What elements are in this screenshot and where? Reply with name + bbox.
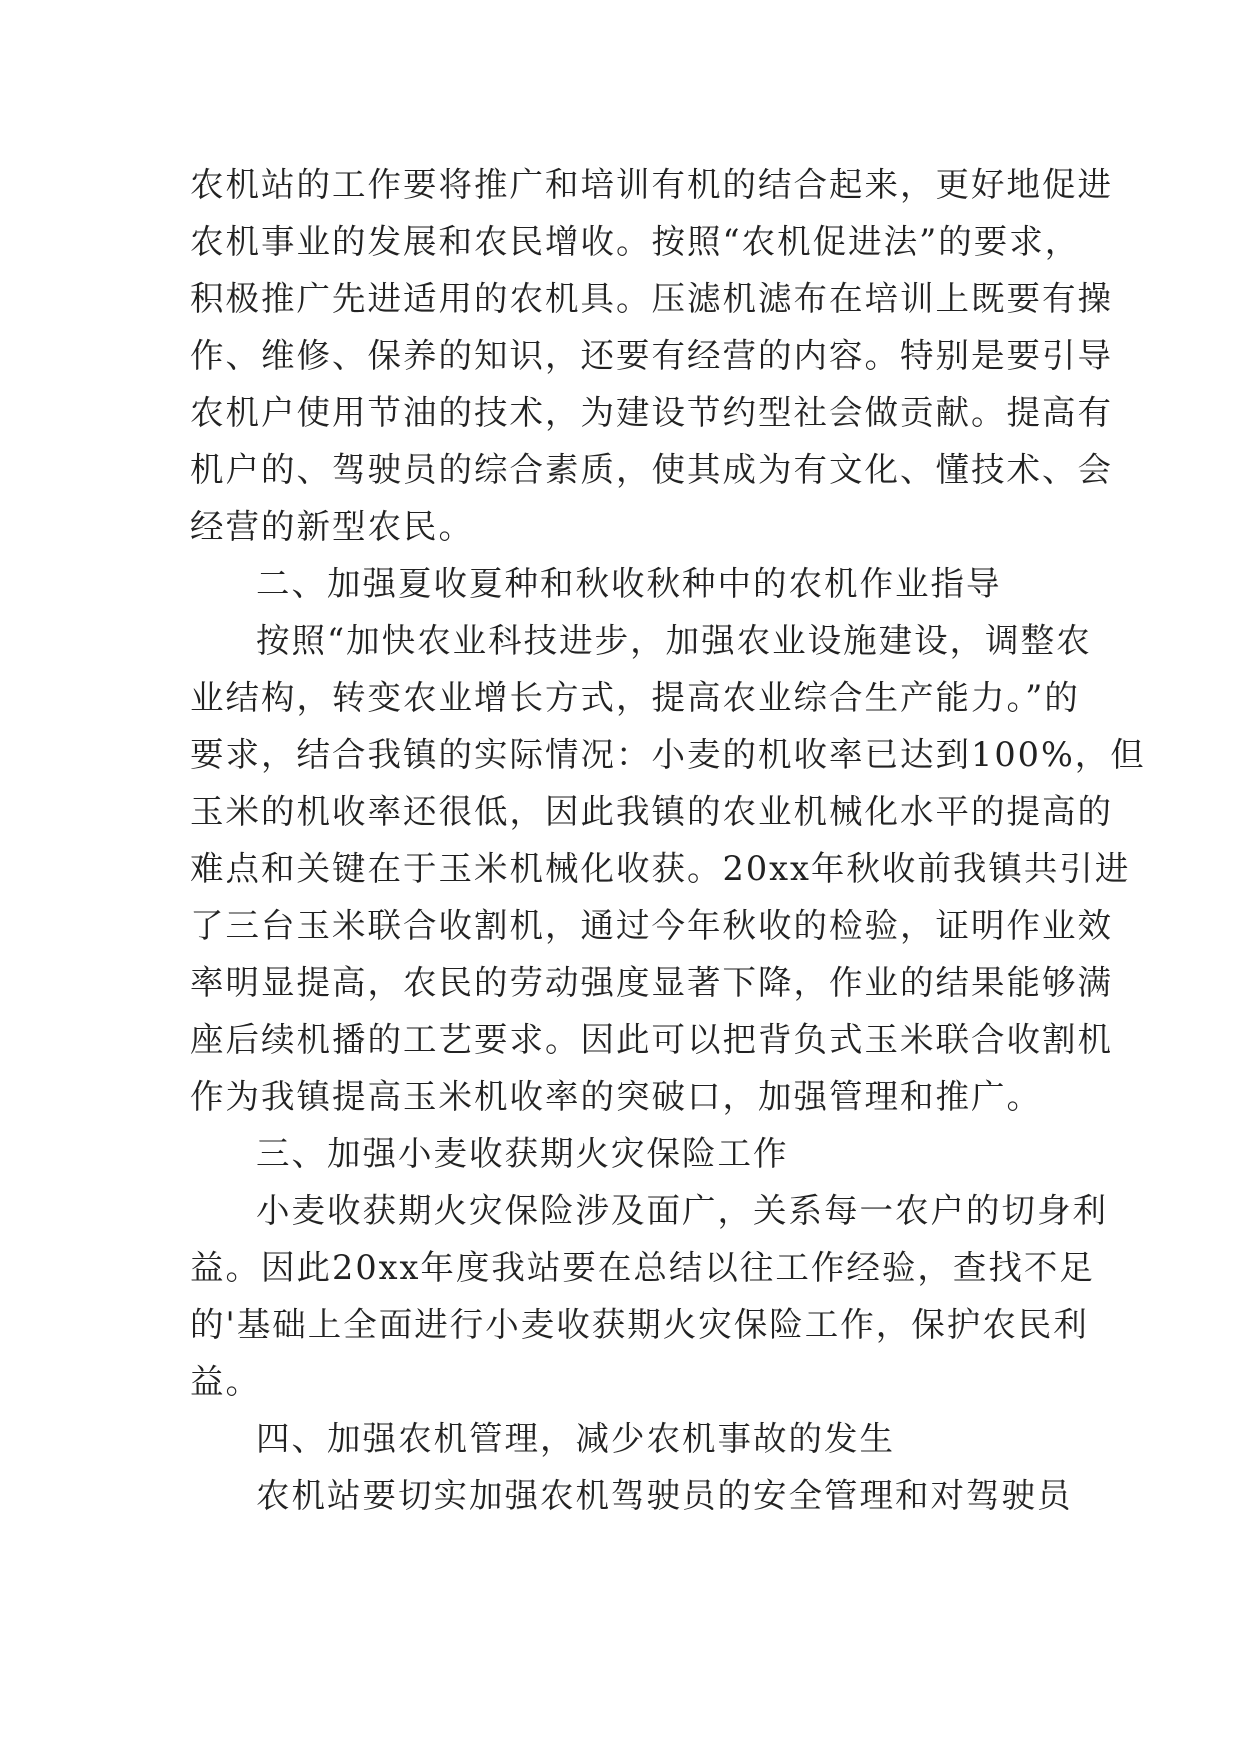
body-text-line: 农机站要切实加强农机驾驶员的安全管理和对驾驶员 <box>256 1476 1073 1515</box>
body-text-line: 率明显提高，农民的劳动强度显著下降，作业的结果能够满 <box>190 963 1113 1002</box>
body-text-line: 小麦收获期火灾保险涉及面广，关系每一农户的切身利 <box>256 1191 1108 1230</box>
section-heading: 二、加强夏收夏种和秋收秋种中的农机作业指导 <box>256 564 1002 603</box>
body-text-line: 座后续机播的工艺要求。因此可以把背负式玉米联合收割机 <box>190 1020 1113 1059</box>
body-text-line: 益。因此20xx年度我站要在总结以往工作经验，查找不足 <box>190 1248 1095 1287</box>
body-text-line: 作、维修、保养的知识，还要有经营的内容。特别是要引导 <box>190 336 1113 375</box>
body-text-line: 玉米的机收率还很低，因此我镇的农业机械化水平的提高的 <box>190 792 1113 831</box>
body-text-line: 了三台玉米联合收割机，通过今年秋收的检验，证明作业效 <box>190 906 1113 945</box>
body-text-line: 农机站的工作要将推广和培训有机的结合起来，更好地促进 <box>190 165 1113 204</box>
body-text-line: 农机户使用节油的技术，为建设节约型社会做贡献。提高有 <box>190 393 1113 432</box>
section-heading: 三、加强小麦收获期火灾保险工作 <box>256 1134 789 1173</box>
body-text-line: 积极推广先进适用的农机具。压滤机滤布在培训上既要有操 <box>190 279 1113 318</box>
body-text-line: 益。 <box>190 1362 261 1401</box>
body-text-line: 业结构，转变农业增长方式，提高农业综合生产能力。”的 <box>190 678 1080 717</box>
body-text-line: 农机事业的发展和农民增收。按照“农机促进法”的要求， <box>190 222 1081 261</box>
body-text-line: 要求，结合我镇的实际情况：小麦的机收率已达到100%，但 <box>190 735 1146 774</box>
body-text-line: 机户的、驾驶员的综合素质，使其成为有文化、懂技术、会 <box>190 450 1113 489</box>
section-heading: 四、加强农机管理，减少农机事故的发生 <box>256 1419 895 1458</box>
body-text-line: 经营的新型农民。 <box>190 507 474 546</box>
body-text-line: 难点和关键在于玉米机械化收获。20xx年秋收前我镇共引进 <box>190 849 1131 888</box>
body-text-line: 作为我镇提高玉米机收率的突破口，加强管理和推广。 <box>190 1077 1042 1116</box>
body-text-line: 的'基础上全面进行小麦收获期火灾保险工作，保护农民利 <box>190 1305 1089 1344</box>
body-text-line: 按照“加快农业科技进步，加强农业设施建设，调整农 <box>256 621 1092 660</box>
